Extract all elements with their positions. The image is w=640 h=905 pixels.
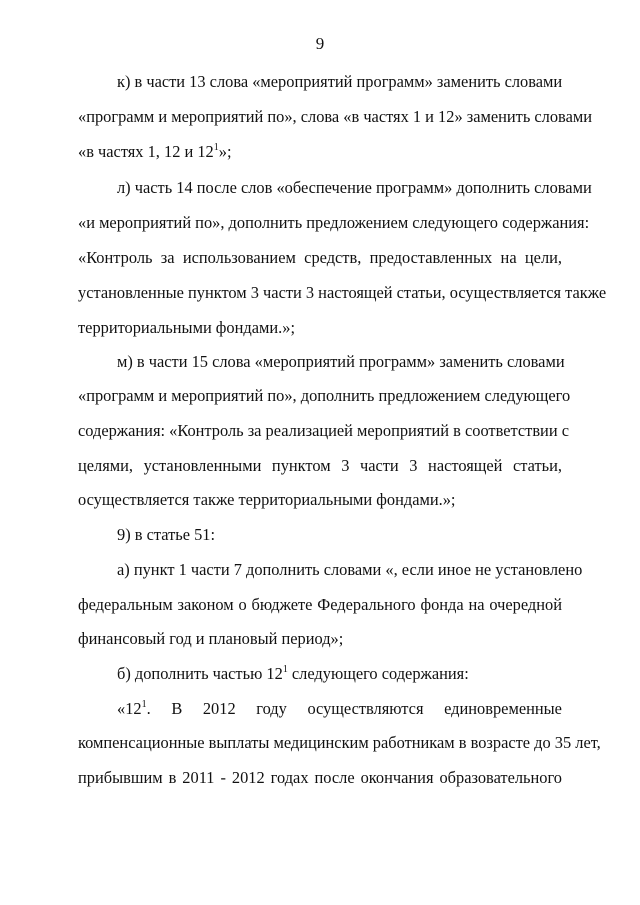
text-line: б) дополнить частью $12^1$ следующего содержания:	[117, 663, 469, 683]
text-line: осуществляется также территориальными фондами.»;	[78, 490, 456, 509]
text-line: к) в части 13 слова «мероприятий программ» заменить словами	[117, 72, 563, 91]
text-line: федеральным законом о бюджете Федерального фонда на очередной	[78, 595, 562, 614]
text-line: «$12^1$. В 2012 году осуществляются единовременные	[117, 698, 562, 718]
text-line: «программ и мероприятий по», слова «в частях 1 и 12» заменить словами	[78, 107, 592, 126]
text-line: содержания: «Контроль за реализацией мероприятий в соответствии с	[78, 421, 569, 440]
text-line: целями, установленными пунктом 3 части 3 настоящей статьи,	[78, 456, 562, 475]
superscript: 1	[141, 698, 147, 710]
text-line: «программ и мероприятий по», дополнить предложением следующего	[78, 386, 571, 405]
text-line: м) в части 15 слова «мероприятий программ» заменить словами	[117, 352, 565, 371]
text-line: «Контроль за использованием средств, предоставленных на цели,	[78, 248, 562, 267]
page-number: 9	[315, 34, 325, 53]
text-line: «в частях 1, 12 и $12^1$»;	[78, 141, 232, 161]
text-line: территориальными фондами.»;	[78, 318, 295, 337]
text-line: прибывшим в 2011 - 2012 годах после окончания образовательного	[78, 768, 562, 787]
text-line: финансовый год и плановый период»;	[78, 629, 344, 648]
text-line: л) часть 14 после слов «обеспечение программ» дополнить словами	[117, 178, 592, 197]
text-line: 9) в статье 51:	[117, 525, 216, 544]
text-line: установленные пунктом 3 части 3 настоящей статьи, осуществляется также	[78, 283, 607, 302]
superscript: 1	[213, 141, 219, 153]
text-line: «и мероприятий по», дополнить предложением следующего содержания:	[78, 213, 590, 232]
superscript: 1	[282, 663, 288, 675]
text-line: компенсационные выплаты медицинским работникам в возрасте до 35 лет,	[78, 733, 601, 752]
text-line: а) пункт 1 части 7 дополнить словами «, если иное не установлено	[117, 560, 583, 579]
